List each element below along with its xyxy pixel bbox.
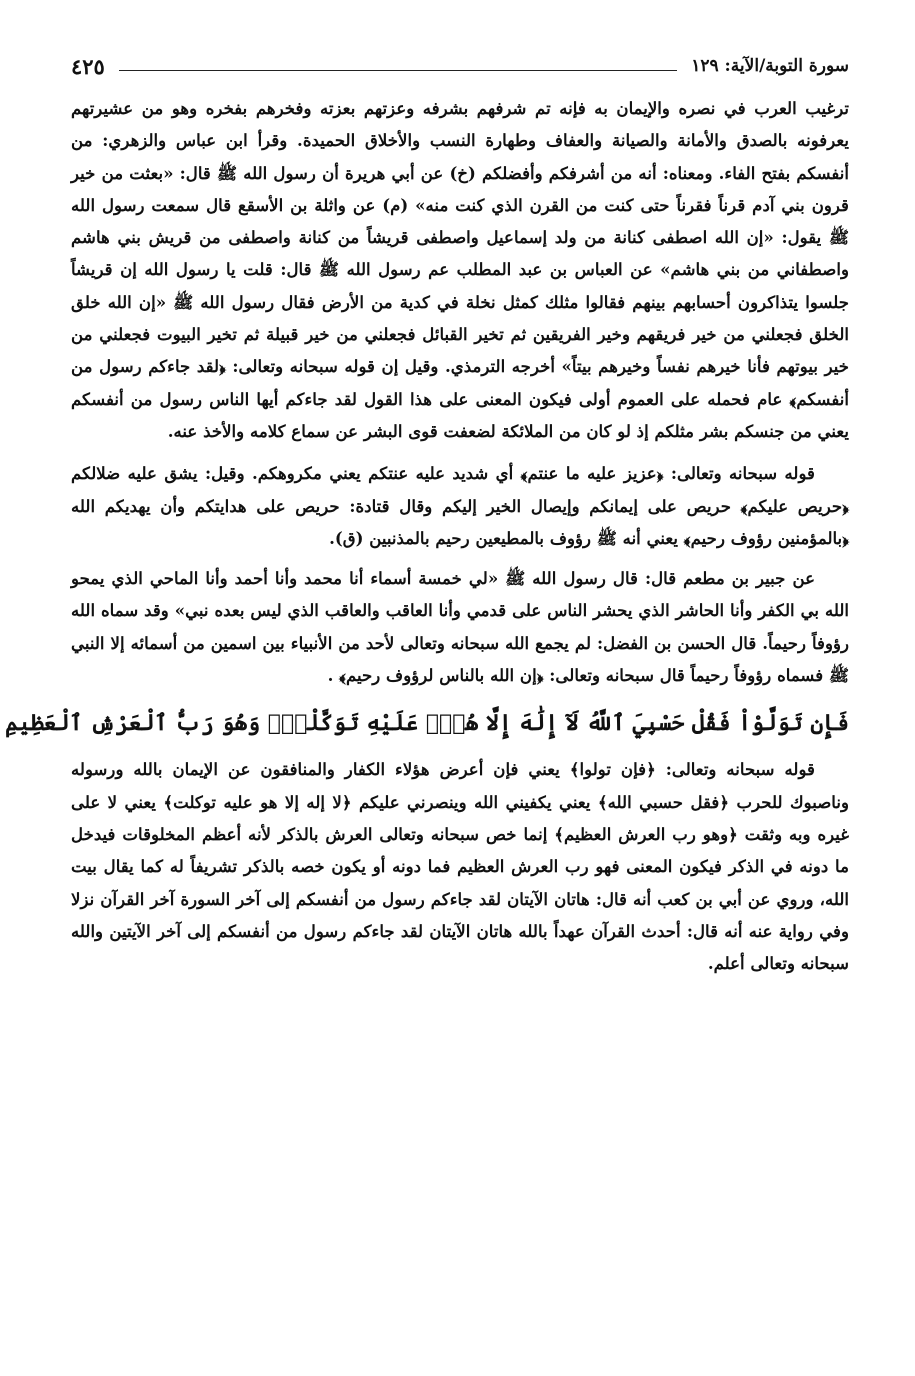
page — [6, 48, 850, 979]
header-rule — [120, 70, 678, 71]
page-header — [72, 48, 850, 84]
verse-text: فَإِن تَوَلَّوْاْ فَقُلْ حَسْبِيَ ٱللَّهُ لَآ إِلَٰهَ إِلَّا هُوَۖ عَلَيْهِ تَوَكَّلْتُۖ وَهُوَ رَبُّ ٱلْعَرْشِ ٱلْعَظِيمِ — [6, 710, 850, 737]
running-head: سورة التوبة/الآية: ١٢٩ — [692, 56, 850, 76]
quran-verse — [6, 703, 850, 743]
paragraph-commentary-3: عن جبير بن مطعم قال: قال رسول الله ﷺ «لي خمسة أسماء أنا محمد وأنا أحمد وأنا الماحي الذي يمحو الله بي الكفر وأنا الحاشر الذي يحشر الناس على قدمي وأنا العاقب والعاقب الذي ليس بعده نبي» وقد سماه الله رؤوفاً رحيماً. قال الحسن بن الفضل: لم يجمع الله سبحانه وتعالى لأحد من الأنبياء بين اسمين من أسمائه إلا النبي ﷺ فسماه رؤوفاً رحيماً قال سبحانه وتعالى: ﴿إن الله بالناس لرؤوف رحيم﴾ . — [72, 568, 850, 686]
paragraph-commentary-2: قوله سبحانه وتعالى: ﴿عزيز عليه ما عنتم﴾ أي شديد عليه عنتكم يعني مكروهكم. وقيل: يشق عليه ضلالكم ﴿حريص عليكم﴾ حريص على إيمانكم وإيصال الخير إليكم وقال قتادة: حريص على هدايتكم وأن يهديكم الله ﴿بالمؤمنين رؤوف رحيم﴾ يعني أنه ﷺ رؤوف بالمطيعين رحيم بالمذنبين (ق). — [72, 463, 850, 548]
paragraph-commentary-4: قوله سبحانه وتعالى: ﴿فإن تولوا﴾ يعني فإن أعرض هؤلاء الكفار والمنافقون عن الإيمان بالله ورسوله وناصبوك للحرب ﴿فقل حسبي الله﴾ يعني يكفيني الله وينصرني عليكم ﴿لا إله إلا هو عليه توكلت﴾ يعني لا على غيره وبه وثقت ﴿وهو رب العرش العظيم﴾ إنما خص سبحانه وتعالى العرش بالذكر لأنه أعظم المخلوقات فيدخل ما دونه في الذكر فيكون المعنى فهو رب العرش العظيم فما دونه أو يكون خصه بالذكر تشريفاً له كما يقال بيت الله، وروي عن أبي بن كعب أنه قال: هاتان الآيتان لقد جاءكم رسول من أنفسكم إلى آخر السورة آخر القرآن نزلا وفي رواية عنه أنه قال: أحدث القرآن عهداً بالله هاتان الآيتان لقد جاءكم رسول من أنفسكم إلى آخر الآيتين والله سبحانه وتعالى أعلم. — [72, 759, 850, 974]
paragraph-commentary-1: ترغيب العرب في نصره والإيمان به فإنه تم شرفهم بشرفه وعزتهم بعزته وفخرهم بفخره وهو من عشيرتهم يعرفونه بالصدق والأمانة والصيانة والعفاف وطهارة النسب والأخلاق الحميدة. وقرأ ابن عباس والزهري: من أنفسكم بفتح الفاء. ومعناه: أنه من أشرفكم وأفضلكم (خ) عن أبي هريرة أن رسول الله ﷺ قال: «بعثت من خير قرون بني آدم قرناً فقرناً حتى كنت من القرن الذي كنت منه» (م) عن واثلة بن الأسقع قال سمعت رسول الله ﷺ يقول: «إن الله اصطفى كنانة من ولد إسماعيل واصطفى قريشاً من كنانة واصطفى من قريش بني هاشم واصطفاني من بني هاشم» عن العباس بن عبد المطلب عم رسول الله ﷺ قال: قلت يا رسول الله إن قريشاً جلسوا يتذاكرون أحسابهم بينهم فقالوا مثلك كمثل نخلة في كدية من الأرض فقال رسول الله ﷺ «إن الله خلق الخلق فجعلني من خير فريقهم وخير الفريقين ثم تخير القبائل فجعلني من خير قبيلة ثم تخير البيوت فجعلني من خير بيوتهم فأنا خيرهم نفساً وخيرهم بيتاً» أخرجه الترمذي. وقيل إن قوله سبحانه وتعالى: ﴿لقد جاءكم رسول من أنفسكم﴾ عام فحمله على العموم أولى فيكون المعنى على هذا القول لقد جاءكم أيها الناس رسول من أنفسكم يعني من جنسكم بشر مثلكم إذ لو كان من الملائكة لضعفت قوى البشر عن سماع كلامه والأخذ عنه. — [72, 98, 850, 441]
page-number: ٤٢٥ — [72, 53, 106, 79]
